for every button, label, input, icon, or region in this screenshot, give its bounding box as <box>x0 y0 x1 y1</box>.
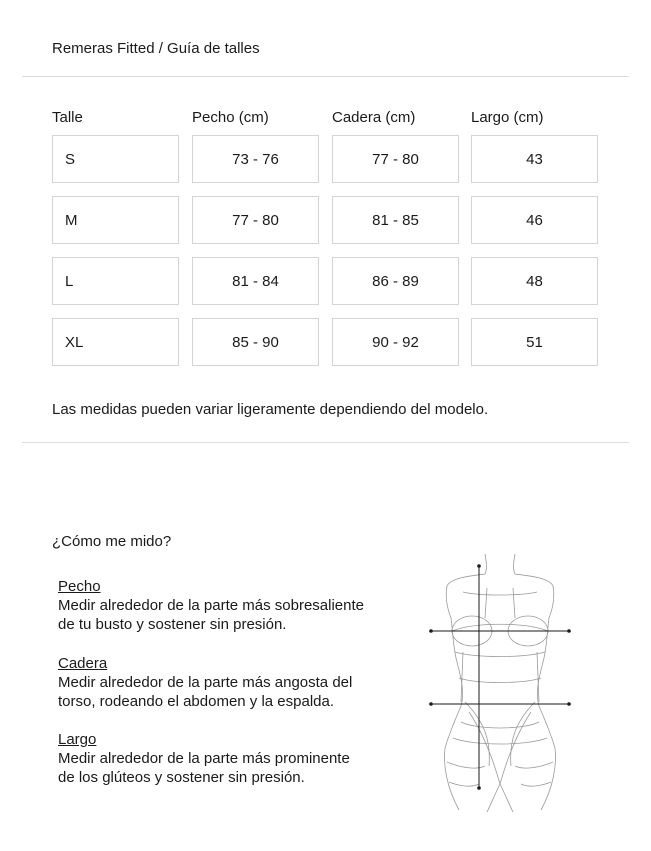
measure-cadera-title: Cadera <box>58 655 108 672</box>
table-cell-pecho: 81 - 84 <box>192 257 319 305</box>
measure-pecho-title: Pecho <box>58 578 101 595</box>
table-cell-largo: 46 <box>471 196 598 244</box>
table-cell-cadera: 86 - 89 <box>332 257 459 305</box>
header-cadera: Cadera (cm) <box>332 109 416 126</box>
table-cell-pecho: 85 - 90 <box>192 318 319 366</box>
table-cell-size: L <box>52 257 179 305</box>
measure-pecho-line2: de tu busto y sostener sin presión. <box>58 616 287 633</box>
section-divider <box>22 442 629 443</box>
table-cell-largo: 43 <box>471 135 598 183</box>
how-to-measure-title: ¿Cómo me mido? <box>52 533 172 550</box>
table-cell-cadera: 90 - 92 <box>332 318 459 366</box>
table-cell-largo: 51 <box>471 318 598 366</box>
table-cell-size: S <box>52 135 179 183</box>
measure-largo-title: Largo <box>58 731 97 748</box>
measure-pecho <box>58 577 398 634</box>
header-largo: Largo (cm) <box>471 109 544 126</box>
measure-cadera-line1: Medir alrededor de la parte más angosta del <box>58 674 353 691</box>
measure-cadera <box>58 654 398 711</box>
top-divider <box>22 76 629 77</box>
table-cell-cadera: 81 - 85 <box>332 196 459 244</box>
table-cell-pecho: 77 - 80 <box>192 196 319 244</box>
page-title: Remeras Fitted / Guía de talles <box>52 40 260 57</box>
measure-pecho-line1: Medir alrededor de la parte más sobresaliente <box>58 597 364 614</box>
header-pecho: Pecho (cm) <box>192 109 269 126</box>
size-note: Las medidas pueden variar ligeramente dependiendo del modelo. <box>52 401 489 418</box>
table-cell-largo: 48 <box>471 257 598 305</box>
measure-largo-line1: Medir alrededor de la parte más prominente <box>58 750 350 767</box>
table-cell-size: M <box>52 196 179 244</box>
header-talle: Talle <box>52 109 83 126</box>
measure-largo <box>58 730 398 787</box>
table-cell-cadera: 77 - 80 <box>332 135 459 183</box>
body-measurement-figure-icon <box>425 552 575 814</box>
table-cell-pecho: 73 - 76 <box>192 135 319 183</box>
measure-cadera-line2: torso, rodeando el abdomen y la espalda. <box>58 693 335 710</box>
table-cell-size: XL <box>52 318 179 366</box>
measure-largo-line2: de los glúteos y sostener sin presión. <box>58 769 305 786</box>
